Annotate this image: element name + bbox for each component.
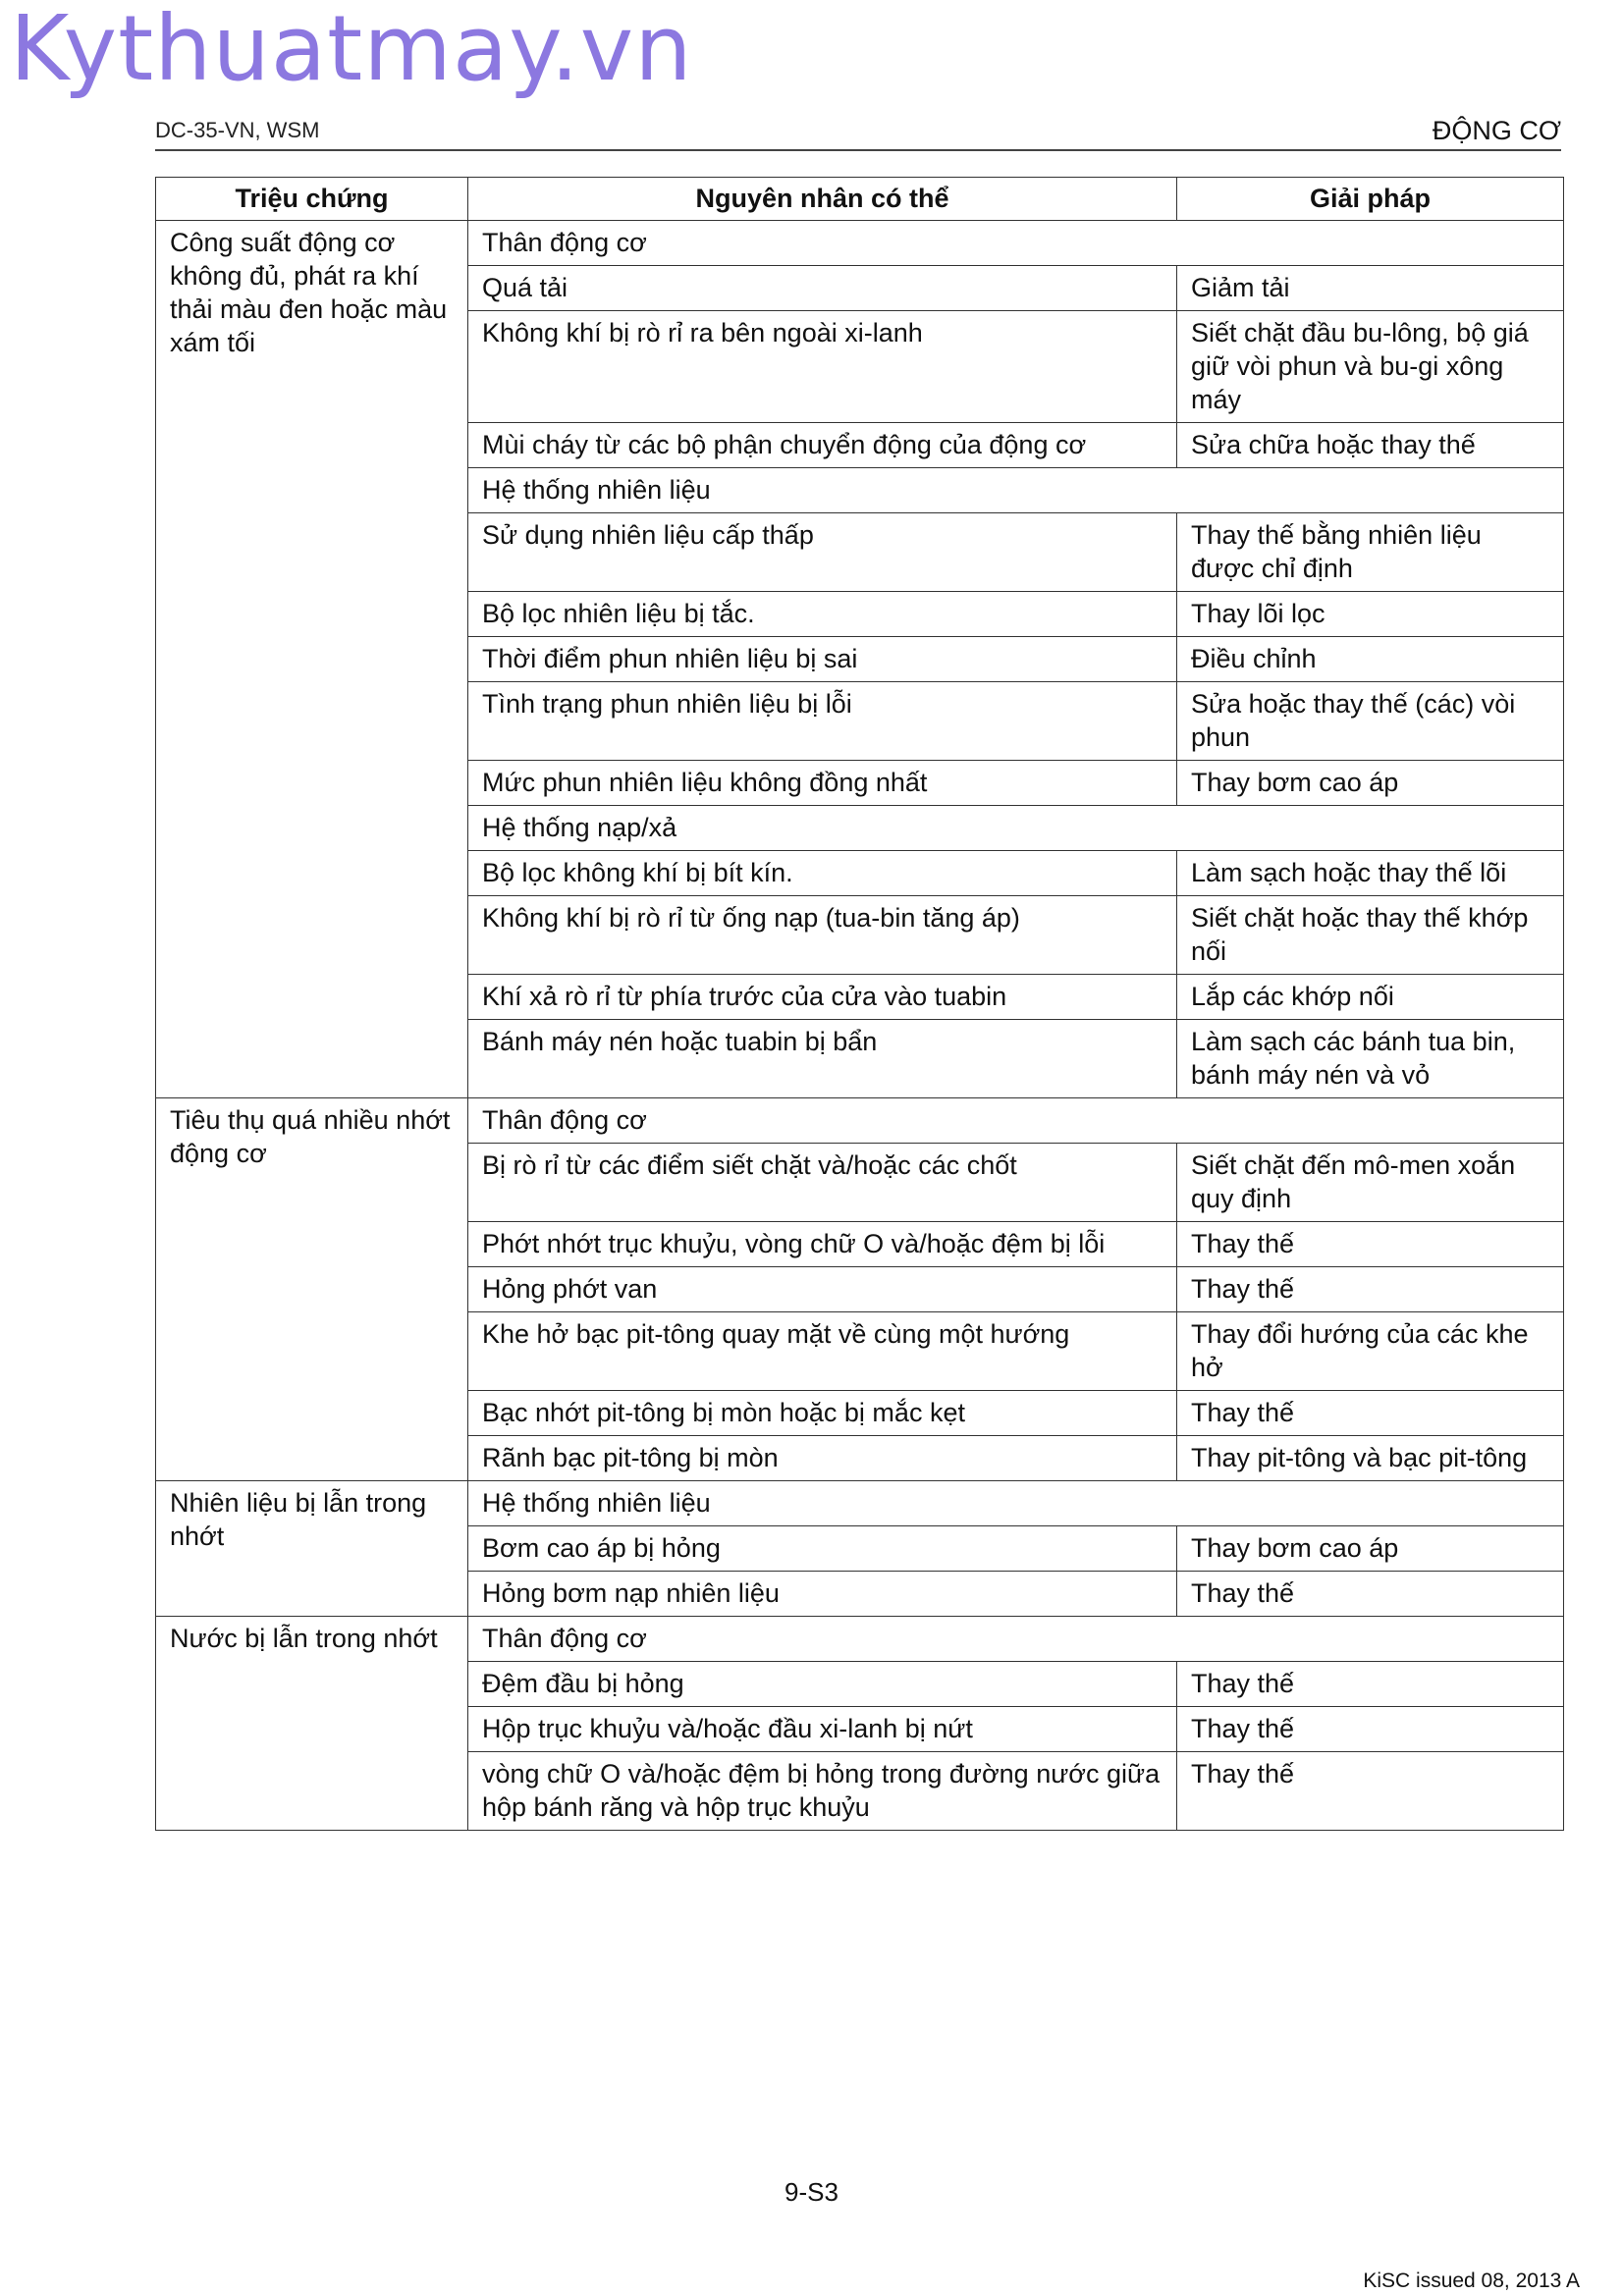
solution-cell: Lắp các khớp nối [1177, 975, 1564, 1020]
table-row [156, 1481, 1564, 1526]
cause-cell: Quá tải [468, 266, 1177, 311]
solution-cell: Điều chỉnh [1177, 637, 1564, 682]
header-solution: Giải pháp [1177, 178, 1564, 221]
solution-cell: Thay thế [1177, 1752, 1564, 1831]
section-title: ĐỘNG CƠ [1432, 116, 1561, 145]
subsystem-heading: Hệ thống nhiên liệu [468, 1481, 1564, 1526]
watermark-logo: Kythuatmay.vn [10, 0, 693, 101]
cause-cell: Khí xả rò rỉ từ phía trước của cửa vào tuabin [468, 975, 1177, 1020]
cause-cell: Mức phun nhiên liệu không đồng nhất [468, 761, 1177, 806]
cause-cell: Không khí bị rò rỉ từ ống nạp (tua-bin tăng áp) [468, 896, 1177, 975]
table-row [156, 1098, 1564, 1144]
solution-cell: Thay thế [1177, 1662, 1564, 1707]
subsystem-heading: Thân động cơ [468, 1098, 1564, 1144]
cause-cell: Sử dụng nhiên liệu cấp thấp [468, 513, 1177, 592]
cause-cell: Hộp trục khuỷu và/hoặc đầu xi-lanh bị nứt [468, 1707, 1177, 1752]
header-symptom: Triệu chứng [156, 178, 468, 221]
cause-cell: Tình trạng phun nhiên liệu bị lỗi [468, 682, 1177, 761]
table-header-row [156, 178, 1564, 221]
symptom-cell: Nhiên liệu bị lẫn trong nhớt [156, 1481, 468, 1617]
troubleshooting-table [155, 177, 1564, 1831]
cause-cell: Bơm cao áp bị hỏng [468, 1526, 1177, 1572]
cause-cell: Bộ lọc nhiên liệu bị tắc. [468, 592, 1177, 637]
page-number: 9-S3 [784, 2177, 839, 2207]
header-cause: Nguyên nhân có thể [468, 178, 1177, 221]
solution-cell: Thay bơm cao áp [1177, 761, 1564, 806]
solution-cell: Làm sạch các bánh tua bin, bánh máy nén và vỏ [1177, 1020, 1564, 1098]
symptom-cell: Nước bị lẫn trong nhớt [156, 1617, 468, 1831]
solution-cell: Thay thế [1177, 1222, 1564, 1267]
table-row [156, 221, 1564, 266]
solution-cell: Giảm tải [1177, 266, 1564, 311]
solution-cell: Siết chặt hoặc thay thế khớp nối [1177, 896, 1564, 975]
cause-cell: Bạc nhớt pit-tông bị mòn hoặc bị mắc kẹt [468, 1391, 1177, 1436]
issue-note: KiSC issued 08, 2013 A [1363, 2269, 1580, 2292]
cause-cell: Bị rò rỉ từ các điểm siết chặt và/hoặc các chốt [468, 1144, 1177, 1222]
symptom-cell: Công suất động cơ không đủ, phát ra khí thải màu đen hoặc màu xám tối [156, 221, 468, 1098]
symptom-cell: Tiêu thụ quá nhiều nhớt động cơ [156, 1098, 468, 1481]
cause-cell: vòng chữ O và/hoặc đệm bị hỏng trong đường nước giữa hộp bánh răng và hộp trục khuỷu [468, 1752, 1177, 1831]
solution-cell: Sửa hoặc thay thế (các) vòi phun [1177, 682, 1564, 761]
solution-cell: Thay thế [1177, 1572, 1564, 1617]
solution-cell: Sửa chữa hoặc thay thế [1177, 423, 1564, 468]
cause-cell: Hỏng phớt van [468, 1267, 1177, 1312]
solution-cell: Thay thế [1177, 1267, 1564, 1312]
cause-cell: Khe hở bạc pit-tông quay mặt về cùng một hướng [468, 1312, 1177, 1391]
cause-cell: Đệm đầu bị hỏng [468, 1662, 1177, 1707]
doc-code: DC-35-VN, WSM [155, 118, 320, 142]
solution-cell: Thay lõi lọc [1177, 592, 1564, 637]
cause-cell: Bộ lọc không khí bị bít kín. [468, 851, 1177, 896]
solution-cell: Thay thế [1177, 1391, 1564, 1436]
solution-cell: Thay đổi hướng của các khe hở [1177, 1312, 1564, 1391]
solution-cell: Thay pit-tông và bạc pit-tông [1177, 1436, 1564, 1481]
header-divider [155, 149, 1561, 151]
table-row [156, 1617, 1564, 1662]
cause-cell: Thời điểm phun nhiên liệu bị sai [468, 637, 1177, 682]
subsystem-heading: Thân động cơ [468, 1617, 1564, 1662]
cause-cell: Mùi cháy từ các bộ phận chuyển động của động cơ [468, 423, 1177, 468]
solution-cell: Làm sạch hoặc thay thế lõi [1177, 851, 1564, 896]
cause-cell: Hỏng bơm nạp nhiên liệu [468, 1572, 1177, 1617]
subsystem-heading: Hệ thống nạp/xả [468, 806, 1564, 851]
solution-cell: Thay thế [1177, 1707, 1564, 1752]
subsystem-heading: Thân động cơ [468, 221, 1564, 266]
cause-cell: Không khí bị rò rỉ ra bên ngoài xi-lanh [468, 311, 1177, 423]
cause-cell: Rãnh bạc pit-tông bị mòn [468, 1436, 1177, 1481]
solution-cell: Thay bơm cao áp [1177, 1526, 1564, 1572]
table-body [156, 221, 1564, 1831]
cause-cell: Phớt nhớt trục khuỷu, vòng chữ O và/hoặc đệm bị lỗi [468, 1222, 1177, 1267]
solution-cell: Siết chặt đến mô-men xoắn quy định [1177, 1144, 1564, 1222]
solution-cell: Siết chặt đầu bu-lông, bộ giá giữ vòi phun và bu-gi xông máy [1177, 311, 1564, 423]
cause-cell: Bánh máy nén hoặc tuabin bị bẩn [468, 1020, 1177, 1098]
solution-cell: Thay thế bằng nhiên liệu được chỉ định [1177, 513, 1564, 592]
subsystem-heading: Hệ thống nhiên liệu [468, 468, 1564, 513]
